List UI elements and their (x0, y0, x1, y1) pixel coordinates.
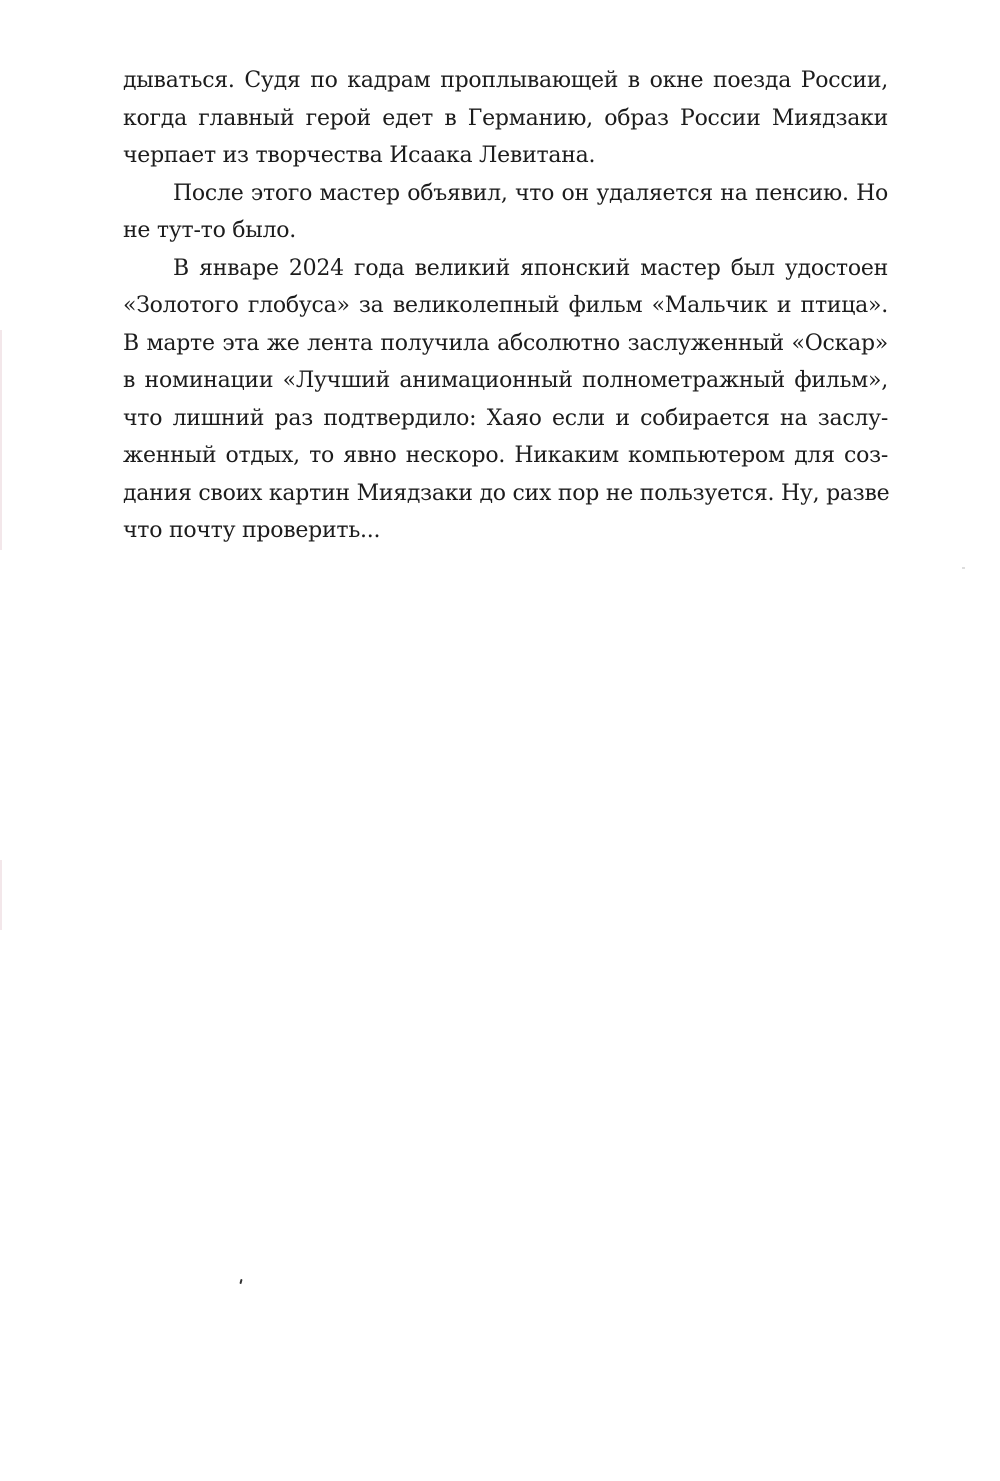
text-line: когда главный герой едет в Германию, образ России Миядзаки (123, 105, 888, 131)
text-line: После этого мастер объявил, что он удаляется на пенсию. Но (173, 180, 888, 206)
body-text (123, 62, 888, 550)
text-line: женный отдых, то явно нескоро. Никаким компьютером для соз- (123, 443, 888, 468)
text-line: черпает из творчества Исаака Левитана. (123, 143, 596, 168)
paragraph-1 (123, 62, 888, 175)
text-line: не тут-то было. (123, 218, 297, 243)
scan-speck (962, 567, 965, 569)
text-line: В январе 2024 года великий японский мастер был удостоен (173, 255, 888, 281)
text-line: в номинации «Лучший анимационный полнометражный фильм», (123, 368, 888, 393)
text-line: что лишний раз подтвердило: Хаяо если и собирается на заслу- (123, 405, 888, 431)
scan-edge-mark (0, 860, 2, 930)
text-line: дания своих картин Миядзаки до сих пор не пользуется. Ну, разве (123, 480, 890, 506)
scan-edge-mark (0, 330, 2, 550)
text-line: «Золотого глобуса» за великолепный фильм «Мальчик и птица». (123, 293, 888, 318)
text-line: В марте эта же лента получила абсолютно заслуженный «Оскар» (123, 330, 888, 356)
scan-speck (239, 1279, 242, 1284)
text-line: что почту проверить... (123, 518, 381, 543)
paragraph-2 (123, 175, 888, 250)
text-line: дываться. Судя по кадрам проплывающей в окне поезда России, (123, 68, 888, 93)
paragraph-3 (123, 250, 888, 550)
